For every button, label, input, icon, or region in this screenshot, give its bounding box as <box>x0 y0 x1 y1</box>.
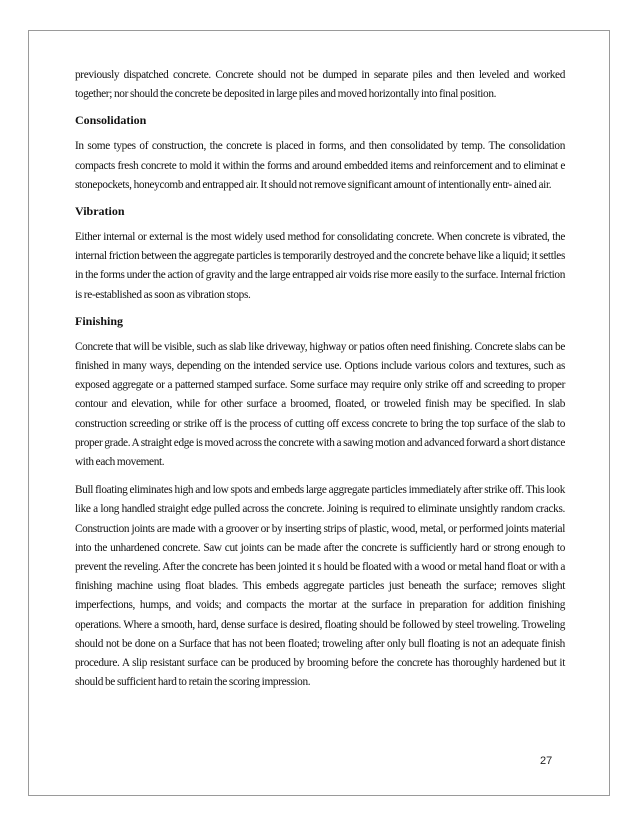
paragraph-consolidation: In some types of construction, the concrete is placed in forms, and then consolidated by temp. The consolidation compacts fresh concrete to mold it within the forms and around embedded items and reinforcement and to eliminat e stonepockets, honeycomb and entrapped air. It should not remove significant amount of intentionally entr- ained air. <box>75 140 565 191</box>
heading-vibration: Vibration <box>75 204 125 219</box>
page-number: 27 <box>540 755 553 767</box>
heading-consolidation: Consolidation <box>75 113 147 128</box>
paragraph-finishing-1: Concrete that will be visible, such as slab like driveway, highway or patios often need finishing. Concrete slabs can be finished in many ways, depending on the intended service use. Options include various colors and textures, such as exposed aggregate or a patterned stamped surface. Some surface may require only strike off and screeding to proper contour and elevation, while for other surface a broomed, floated, or troweled finish may be specified. In slab construction screeding or strike off is the process of cutting off excess concrete to bring the top surface of the slab to proper grade. A straight edge is moved across the concrete with a sawing motion and advanced forward a short distance with each movement. <box>75 340 565 469</box>
heading-finishing: Finishing <box>75 313 124 328</box>
paragraph-vibration: Either internal or external is the most widely used method for consolidating concrete. When concrete is vibrated, the internal friction between the aggregate particles is temporarily destroyed and the concrete behave like a liquid; it settles in the forms under the action of gravity and the large entrapped air voids rise more easily to the surface. Internal friction is re-established as soon as vibration stops. <box>75 231 565 301</box>
intro-paragraph: previously dispatched concrete. Concrete should not be dumped in separate piles and then leveled and worked together; nor should the concrete be deposited in large piles and moved horizontally into final position. <box>75 69 565 101</box>
paragraph-finishing-2: Bull floating eliminates high and low spots and embeds large aggregate particles immediately after strike off. This look like a long handled straight edge pulled across the concrete. Joining is required to eliminate unsightly random cracks. Construction joints are made with a groover or by inserting strips of plastic, wood, metal, or performed joints material into the unhardened concrete. Saw cut joints can be made after the concrete is sufficiently hard or strong enough to prevent the reveling. After the concrete has been jointed it s hould be floated with a wood or metal hand float or with a finishing machine using float blades. This embeds aggregate particles just beneath the surface; removes slight imperfections, humps, and voids; and compacts the mortar at the surface in preparation for addition finishing operations. Where a smooth, hard, dense surface is desired, floating should be followed by steel troweling. Troweling should not be done on a Surface that has not been floated; troweling after only bull floating is not an adequate finish procedure. A slip resistant surface can be produced by brooming before the concrete has thoroughly hardened but it should be sufficient hard to retain the scoring impression. <box>75 484 565 689</box>
document-body <box>75 66 565 701</box>
